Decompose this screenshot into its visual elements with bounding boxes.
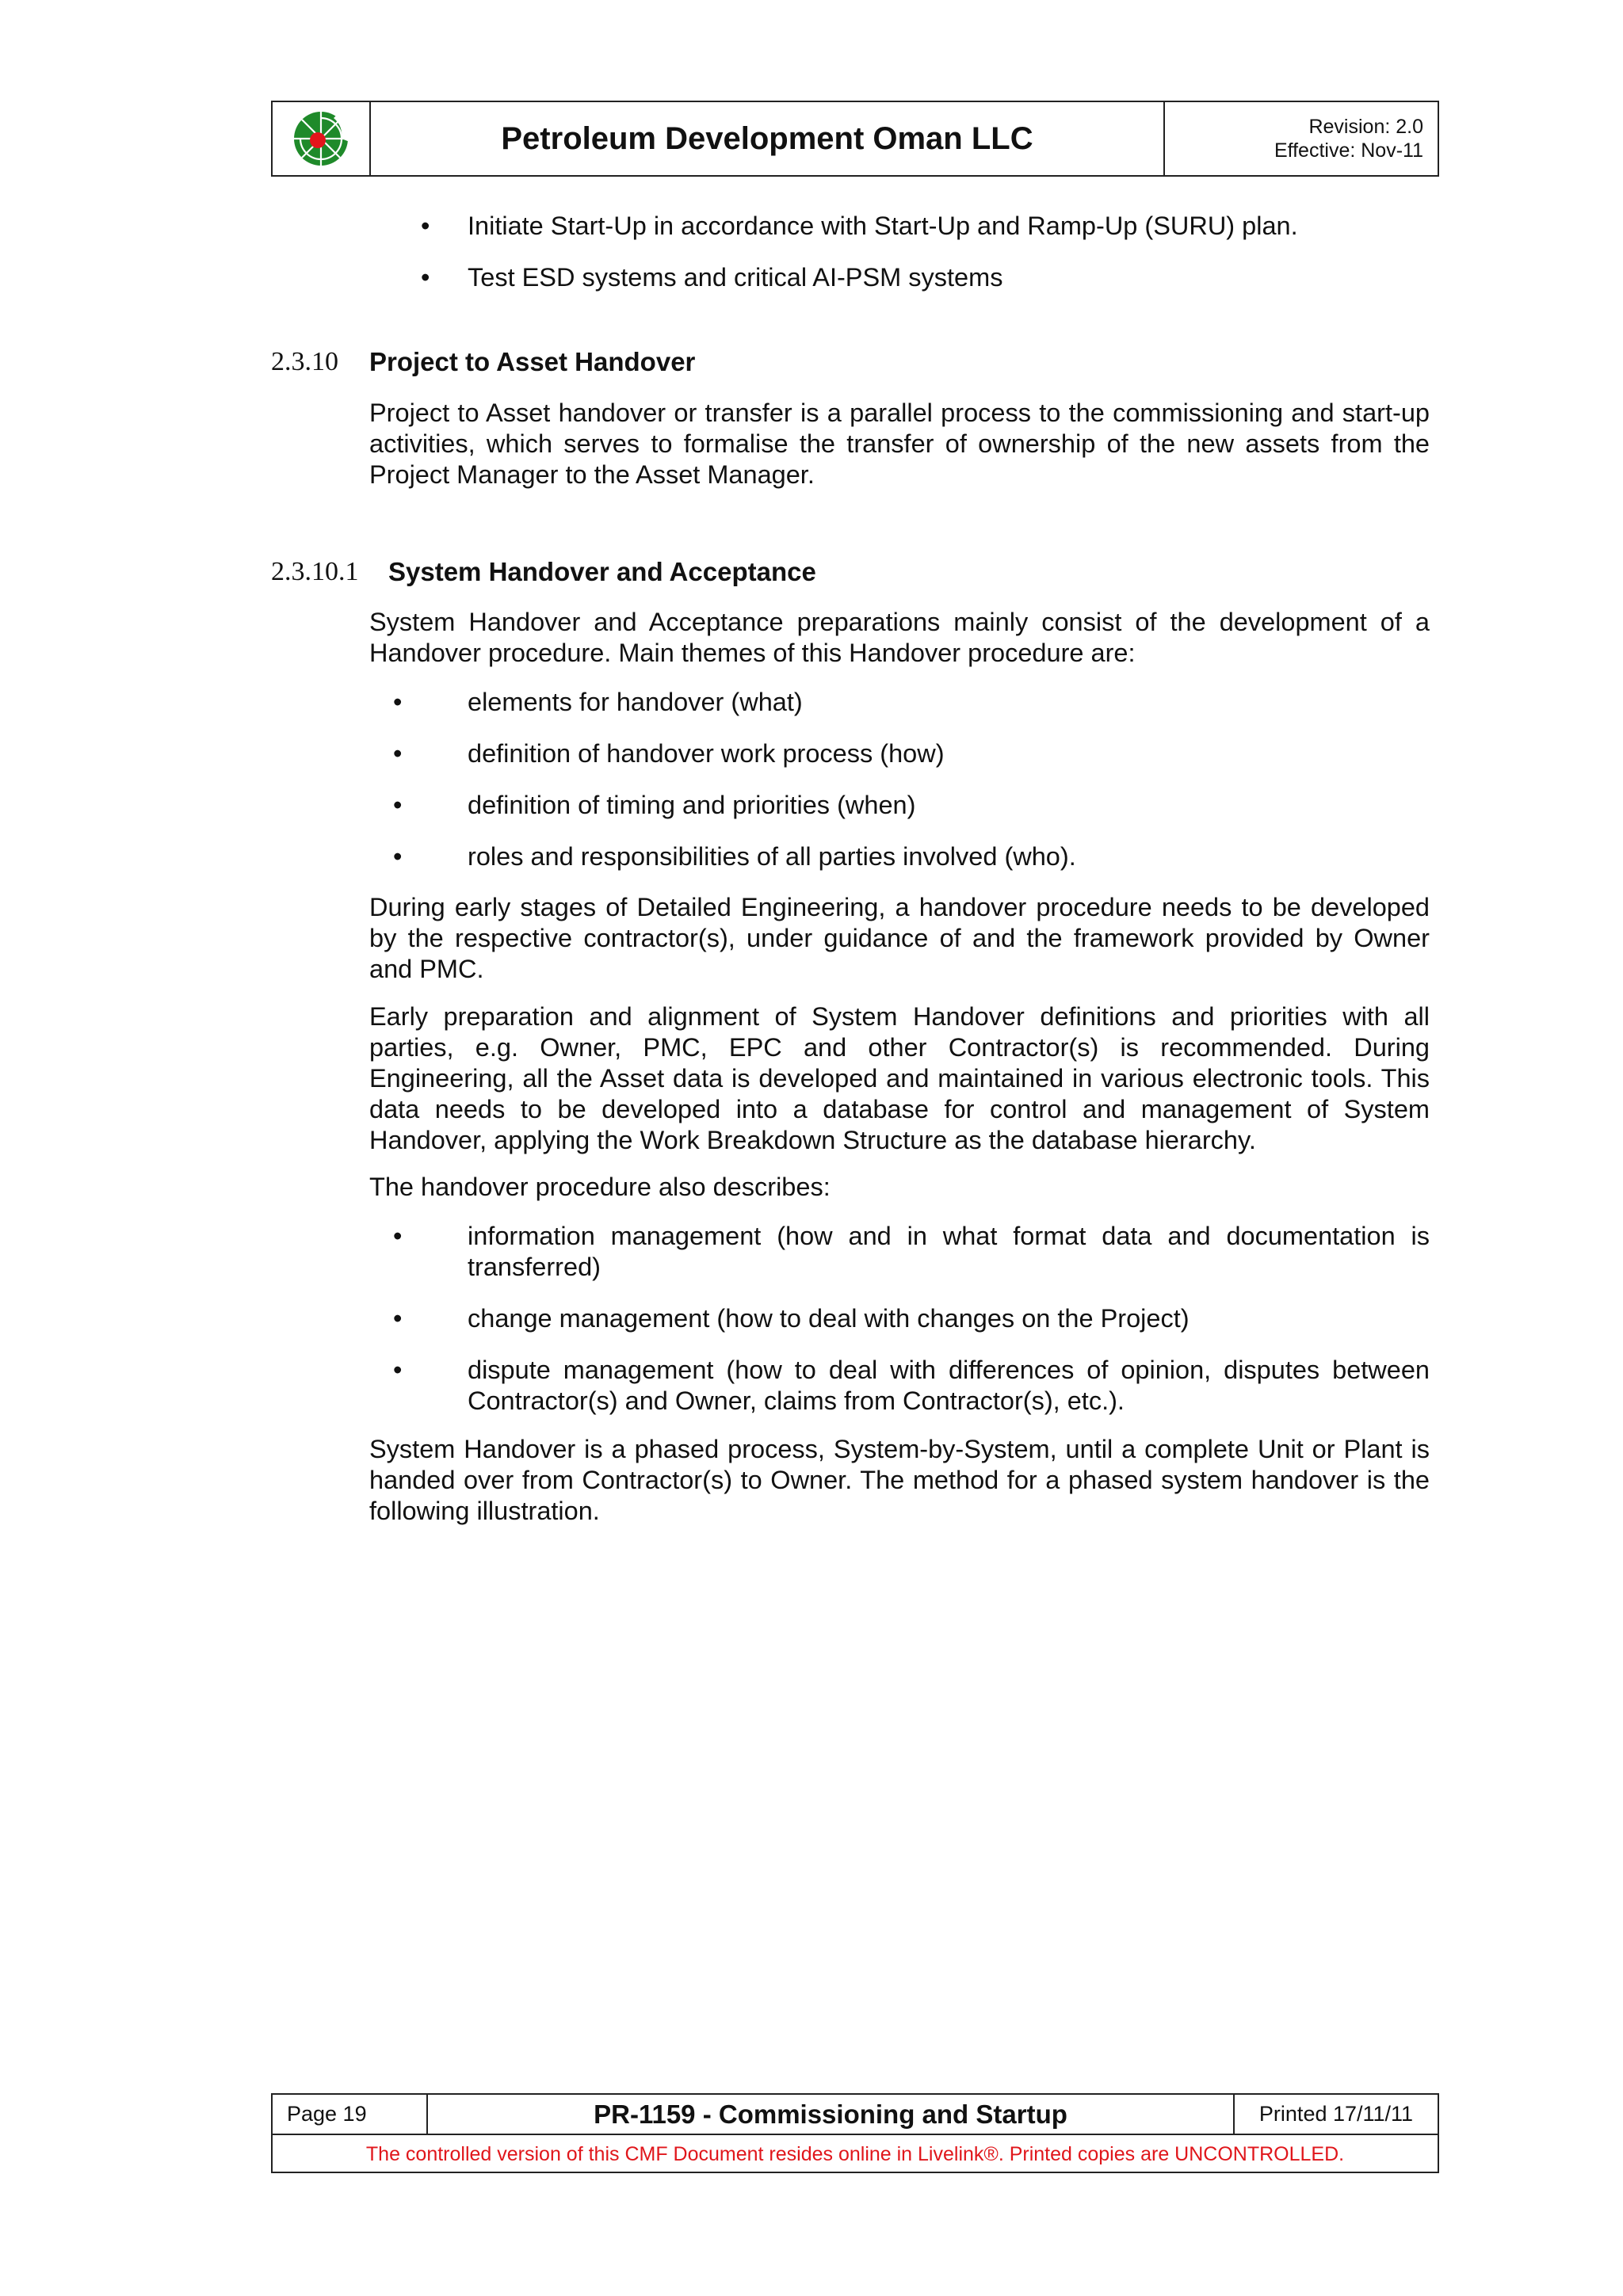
document-header <box>271 101 1439 177</box>
list-item <box>369 841 1430 872</box>
company-name: Petroleum Development Oman LLC <box>371 102 1165 175</box>
list-item <box>369 1355 1430 1417</box>
bullet-marker: • <box>393 842 403 871</box>
list-item <box>421 262 1430 293</box>
section-paragraph: Project to Asset handover or transfer is a parallel process to the commissioning and start-up activities, which serves to formalise the transfer of ownership of the new assets from the Project Manager to the Asset Manager. <box>369 399 1430 489</box>
subsection-title: System Handover and Acceptance <box>388 557 816 586</box>
pdo-logo <box>273 102 371 175</box>
bullet-marker: • <box>421 212 430 240</box>
revision-label: Revision: 2.0 <box>1308 116 1423 138</box>
section-title: Project to Asset Handover <box>369 347 696 376</box>
list-item <box>369 738 1430 769</box>
bullet-marker: • <box>393 1356 403 1384</box>
bullet-marker: • <box>421 263 430 292</box>
bullet-marker: • <box>393 1304 403 1333</box>
list-item-text: change management (how to deal with changes on the Project) <box>468 1304 1190 1333</box>
bullet-marker: • <box>393 688 403 716</box>
bullet-marker: • <box>393 1222 403 1250</box>
list-item-text: dispute management (how to deal with differences of opinion, disputes between Contractor(s) and Owner, claims from Contractor(s), etc.). <box>468 1356 1430 1415</box>
intro-paragraph: System Handover and Acceptance preparations mainly consist of the development of a Handover procedure. Main themes of this Handover procedure are: <box>369 608 1430 667</box>
list-item <box>369 1303 1430 1334</box>
document-title: PR-1159 - Commissioning and Startup <box>428 2095 1235 2134</box>
pdo-logo-icon <box>289 110 353 167</box>
uncontrolled-notice: The controlled version of this CMF Document resides online in Livelink®. Printed copies are UNCONTROLLED. <box>365 2142 1345 2165</box>
list-item-text: elements for handover (what) <box>468 688 803 716</box>
phased-process-paragraph: System Handover is a phased process, System-by-System, until a complete Unit or Plant is handed over from Contractor(s) to Owner. The method for a phased system handover is the following illustration. <box>369 1435 1430 1525</box>
list-item <box>369 790 1430 821</box>
revision-info <box>1165 102 1438 175</box>
footer-top-row <box>273 2095 1438 2135</box>
detailed-engineering-paragraph: During early stages of Detailed Engineering, a handover procedure needs to be developed by the respective contractor(s), under guidance of and the framework provided by Owner and PMC. <box>369 893 1430 983</box>
list-item <box>421 211 1430 242</box>
list-item-text: information management (how and in what format data and documentation is transferred) <box>468 1222 1430 1281</box>
list-item <box>369 687 1430 718</box>
list-item-text: definition of handover work process (how) <box>468 739 945 768</box>
document-footer <box>271 2093 1439 2173</box>
section-number: 2.3.10 <box>271 347 338 376</box>
list-item-text: Test ESD systems and critical AI-PSM systems <box>468 263 1003 292</box>
list-item-text: roles and responsibilities of all parties involved (who). <box>468 842 1076 871</box>
effective-date: Effective: Nov-11 <box>1274 139 1423 162</box>
subsection-number: 2.3.10.1 <box>271 557 359 586</box>
list-item-text: definition of timing and priorities (when) <box>468 791 916 819</box>
page-number: Page 19 <box>273 2095 428 2134</box>
bullet-marker: • <box>393 791 403 819</box>
describes-intro: The handover procedure also describes: <box>369 1173 831 1201</box>
early-preparation-paragraph: Early preparation and alignment of System Handover definitions and priorities with all parties, e.g. Owner, PMC, EPC and other Contractor(s) is recommended. During Engineering, all the Asset data is developed and maintained in various electronic tools. This data needs to be developed into a database for control and management of System Handover, applying the Work Breakdown Structure as the database hierarchy. <box>369 1002 1430 1154</box>
list-item <box>369 1221 1430 1283</box>
list-item-text: Initiate Start-Up in accordance with Start-Up and Ramp-Up (SURU) plan. <box>468 212 1298 240</box>
printed-date: Printed 17/11/11 <box>1258 2102 1414 2126</box>
bullet-marker: • <box>393 739 403 768</box>
